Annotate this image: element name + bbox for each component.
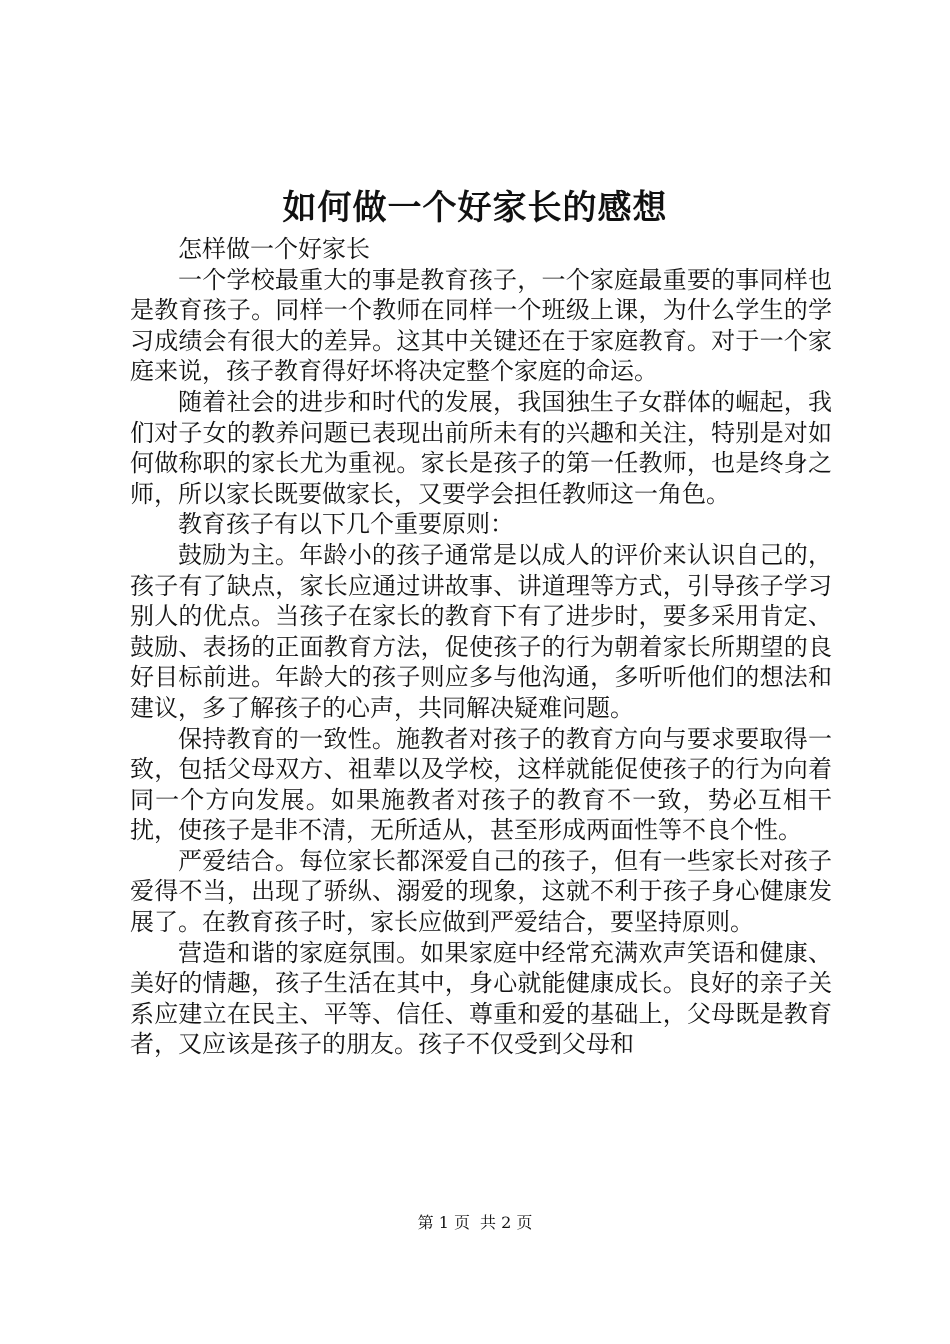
paragraph: 营造和谐的家庭氛围。如果家庭中经常充满欢声笑语和健康、美好的情趣，孩子生活在其中，身心就能健康成长。良好的亲子关系应建立在民主、平等、信任、尊重和爱的基础上，父母既是教育者，又应该是孩子的朋友。孩子不仅受到父母和: [130, 938, 832, 1059]
paragraph: 保持教育的一致性。施教者对孩子的教育方向与要求要取得一致，包括父母双方、祖辈以及学校，这样就能促使孩子的行为向着同一个方向发展。如果施教者对孩子的教育不一致，势必互相干扰，使孩子是非不清，无所适从，甚至形成两面性等不良个性。: [130, 724, 832, 845]
paragraph: 严爱结合。每位家长都深爱自己的孩子，但有一些家长对孩子爱得不当，出现了骄纵、溺爱的现象，这就不利于孩子身心健康发展了。在教育孩子时，家长应做到严爱结合，要坚持原则。: [130, 846, 832, 937]
paragraph-subtitle: 怎样做一个好家长: [178, 235, 370, 263]
page-total: 共 2 页: [480, 1213, 533, 1232]
document-title: 如何做一个好家长的感想: [282, 188, 668, 228]
paragraph: 一个学校最重大的事是教育孩子，一个家庭最重要的事同样也是教育孩子。同样一个教师在同样一个班级上课，为什么学生的学习成绩会有很大的差异。这其中关键还在于家庭教育。对于一个家庭来说，孩子教育得好坏将决定整个家庭的命运。: [130, 265, 832, 386]
page-number: 第 1 页: [417, 1213, 470, 1232]
document-body: [130, 234, 832, 1060]
paragraph: 教育孩子有以下几个重要原则：: [178, 510, 514, 539]
page-footer: [0, 1212, 950, 1234]
paragraph: 鼓励为主。年龄小的孩子通常是以成人的评价来认识自己的，孩子有了缺点，家长应通过讲故事、讲道理等方式，引导孩子学习别人的优点。当孩子在家长的教育下有了进步时，要多采用肯定、鼓励、表扬的正面教育方法，促使孩子的行为朝着家长所期望的良好目标前进。年龄大的孩子则应多与他沟通，多听听他们的想法和建议，多了解孩子的心声，共同解决疑难问题。: [130, 540, 832, 722]
paragraph: 随着社会的进步和时代的发展，我国独生子女群体的崛起，我们对子女的教养问题已表现出前所未有的兴趣和关注，特别是对如何做称职的家长尤为重视。家长是孩子的第一任教师，也是终身之师，所以家长既要做家长，又要学会担任教师这一角色。: [130, 387, 832, 508]
